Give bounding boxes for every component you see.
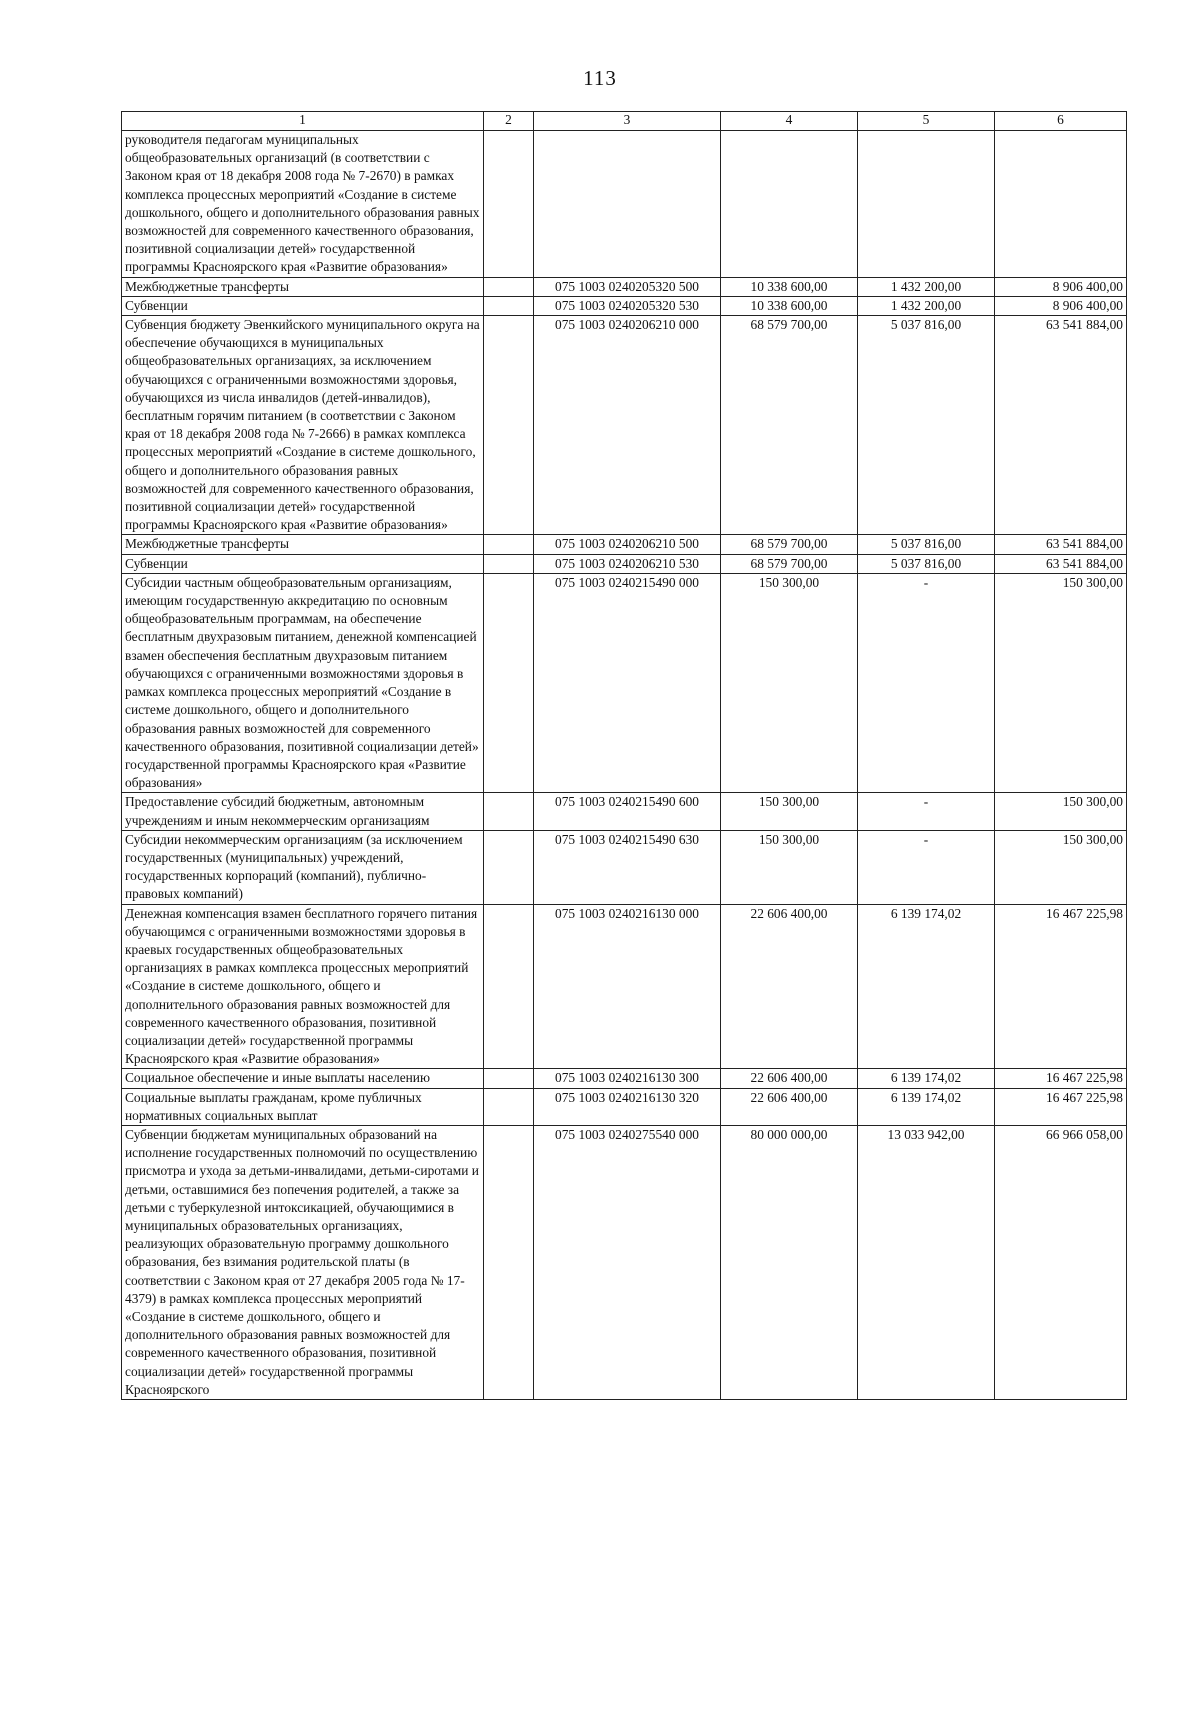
table-row	[122, 1069, 1127, 1088]
row-value-5: -	[858, 830, 995, 904]
row-col2	[484, 1088, 534, 1125]
row-value-6: 150 300,00	[995, 793, 1127, 830]
row-code: 075 1003 0240206210 500	[534, 535, 721, 554]
row-code: 075 1003 0240215490 600	[534, 793, 721, 830]
row-value-4: 150 300,00	[721, 793, 858, 830]
page-number: 113	[583, 66, 617, 90]
row-value-5	[858, 131, 995, 278]
column-header: 2	[484, 112, 534, 131]
row-value-4: 68 579 700,00	[721, 535, 858, 554]
row-value-6: 8 906 400,00	[995, 296, 1127, 315]
row-col2	[484, 1069, 534, 1088]
column-header: 4	[721, 112, 858, 131]
row-col2	[484, 793, 534, 830]
table-row	[122, 554, 1127, 573]
row-value-4	[721, 131, 858, 278]
row-value-5: 1 432 200,00	[858, 296, 995, 315]
row-value-4: 22 606 400,00	[721, 1069, 858, 1088]
column-header: 5	[858, 112, 995, 131]
row-value-6: 63 541 884,00	[995, 554, 1127, 573]
row-value-6: 8 906 400,00	[995, 277, 1127, 296]
row-value-6	[995, 131, 1127, 278]
row-code	[534, 131, 721, 278]
row-value-5: 6 139 174,02	[858, 904, 995, 1069]
table-row	[122, 904, 1127, 1069]
table-row	[122, 830, 1127, 904]
table-row	[122, 296, 1127, 315]
table-row	[122, 793, 1127, 830]
row-value-5: 5 037 816,00	[858, 554, 995, 573]
row-value-6: 16 467 225,98	[995, 904, 1127, 1069]
row-value-4: 150 300,00	[721, 573, 858, 792]
row-name: Социальное обеспечение и иные выплаты населению	[122, 1069, 484, 1088]
table-row	[122, 535, 1127, 554]
row-code: 075 1003 0240216130 300	[534, 1069, 721, 1088]
row-value-5: 13 033 942,00	[858, 1125, 995, 1399]
table-row	[122, 277, 1127, 296]
row-value-4: 22 606 400,00	[721, 1088, 858, 1125]
row-name: руководителя педагогам муниципальных общеобразовательных организаций (в соответствии с Законом края от 18 декабря 2008 года № 7-2670) в рамках комплекса процессных мероприятий «Создание в системе дошкольного, общего и дополнительного образования равных возможностей для современного качественного образования, позитивной социализации детей» государственной программы Красноярского края «Развитие образования»	[122, 131, 484, 278]
row-col2	[484, 296, 534, 315]
row-code: 075 1003 0240205320 500	[534, 277, 721, 296]
row-col2	[484, 131, 534, 278]
row-name: Субвенции бюджетам муниципальных образований на исполнение государственных полномочий по осуществлению присмотра и ухода за детьми-инвалидами, детьми-сиротами и детьми, оставшимися без попечения родителей, а также за детьми с туберкулезной интоксикацией, обучающимися в муниципальных образовательных организациях, реализующих образовательную программу дошкольного образования, без взимания родительской платы (в соответствии с Законом края от 27 декабря 2005 года № 17-4379) в рамках комплекса процессных мероприятий «Создание в системе дошкольного, общего и дополнительного образования равных возможностей для современного качественного образования, позитивной социализации детей» государственной программы Красноярского	[122, 1125, 484, 1399]
row-value-5: 1 432 200,00	[858, 277, 995, 296]
row-value-4: 10 338 600,00	[721, 296, 858, 315]
row-name: Межбюджетные трансферты	[122, 535, 484, 554]
row-col2	[484, 1125, 534, 1399]
row-code: 075 1003 0240205320 530	[534, 296, 721, 315]
row-value-6: 150 300,00	[995, 573, 1127, 792]
row-value-4: 150 300,00	[721, 830, 858, 904]
row-value-4: 80 000 000,00	[721, 1125, 858, 1399]
row-value-4: 68 579 700,00	[721, 316, 858, 535]
row-code: 075 1003 0240216130 000	[534, 904, 721, 1069]
table-row	[122, 131, 1127, 278]
table-row	[122, 573, 1127, 792]
row-code: 075 1003 0240215490 000	[534, 573, 721, 792]
row-name: Денежная компенсация взамен бесплатного горячего питания обучающимся с ограниченными возможностями здоровья в краевых государственных общеобразовательных организациях в рамках комплекса процессных мероприятий «Создание в системе дошкольного, общего и дополнительного образования равных возможностей для современного качественного образования, позитивной социализации детей» государственной программы Красноярского края «Развитие образования»	[122, 904, 484, 1069]
row-code: 075 1003 0240275540 000	[534, 1125, 721, 1399]
column-header: 6	[995, 112, 1127, 131]
row-value-6: 150 300,00	[995, 830, 1127, 904]
row-col2	[484, 535, 534, 554]
row-value-6: 16 467 225,98	[995, 1088, 1127, 1125]
row-col2	[484, 830, 534, 904]
row-name: Субвенция бюджету Эвенкийского муниципального округа на обеспечение обучающихся в муниципальных общеобразовательных организациях, за исключением обучающихся с ограниченными возможностями здоровья, обучающихся из числа инвалидов (детей-инвалидов), бесплатным горячим питанием (в соответствии с Законом края от 18 декабря 2008 года № 7-2666) в рамках комплекса процессных мероприятий «Создание в системе дошкольного, общего и дополнительного образования равных возможностей для современного качественного образования, позитивной социализации детей» государственной программы Красноярского края «Развитие образования»	[122, 316, 484, 535]
row-name: Социальные выплаты гражданам, кроме публичных нормативных социальных выплат	[122, 1088, 484, 1125]
row-col2	[484, 554, 534, 573]
row-value-6: 63 541 884,00	[995, 535, 1127, 554]
header-row	[122, 112, 1127, 131]
row-value-4: 10 338 600,00	[721, 277, 858, 296]
row-name: Предоставление субсидий бюджетным, автономным учреждениям и иным некоммерческим организациям	[122, 793, 484, 830]
row-name: Субсидии некоммерческим организациям (за исключением государственных (муниципальных) учреждений, государственных корпораций (компаний), публично-правовых компаний)	[122, 830, 484, 904]
row-value-5: 6 139 174,02	[858, 1069, 995, 1088]
row-value-6: 63 541 884,00	[995, 316, 1127, 535]
row-col2	[484, 904, 534, 1069]
row-code: 075 1003 0240215490 630	[534, 830, 721, 904]
row-col2	[484, 277, 534, 296]
row-value-5: -	[858, 573, 995, 792]
row-value-5: 5 037 816,00	[858, 316, 995, 535]
table-row	[122, 316, 1127, 535]
table-row	[122, 1125, 1127, 1399]
row-code: 075 1003 0240206210 000	[534, 316, 721, 535]
row-col2	[484, 316, 534, 535]
row-name: Межбюджетные трансферты	[122, 277, 484, 296]
table-row	[122, 1088, 1127, 1125]
row-value-5: 5 037 816,00	[858, 535, 995, 554]
row-value-5: -	[858, 793, 995, 830]
row-name: Субвенции	[122, 296, 484, 315]
budget-table	[121, 111, 1127, 1400]
row-value-5: 6 139 174,02	[858, 1088, 995, 1125]
column-header: 1	[122, 112, 484, 131]
row-code: 075 1003 0240216130 320	[534, 1088, 721, 1125]
row-value-6: 66 966 058,00	[995, 1125, 1127, 1399]
row-col2	[484, 573, 534, 792]
row-value-6: 16 467 225,98	[995, 1069, 1127, 1088]
row-value-4: 68 579 700,00	[721, 554, 858, 573]
column-header: 3	[534, 112, 721, 131]
row-value-4: 22 606 400,00	[721, 904, 858, 1069]
row-name: Субвенции	[122, 554, 484, 573]
row-code: 075 1003 0240206210 530	[534, 554, 721, 573]
row-name: Субсидии частным общеобразовательным организациям, имеющим государственную аккредитацию по основным общеобразовательным программам, на обеспечение бесплатным двухразовым питанием, денежной компенсацией взамен обеспечения бесплатным двухразовым питанием обучающихся с ограниченными возможностями здоровья в рамках комплекса процессных мероприятий «Создание в системе дошкольного, общего и дополнительного образования равных возможностей для современного качественного образования, позитивной социализации детей» государственной программы Красноярского края «Развитие образования»	[122, 573, 484, 792]
